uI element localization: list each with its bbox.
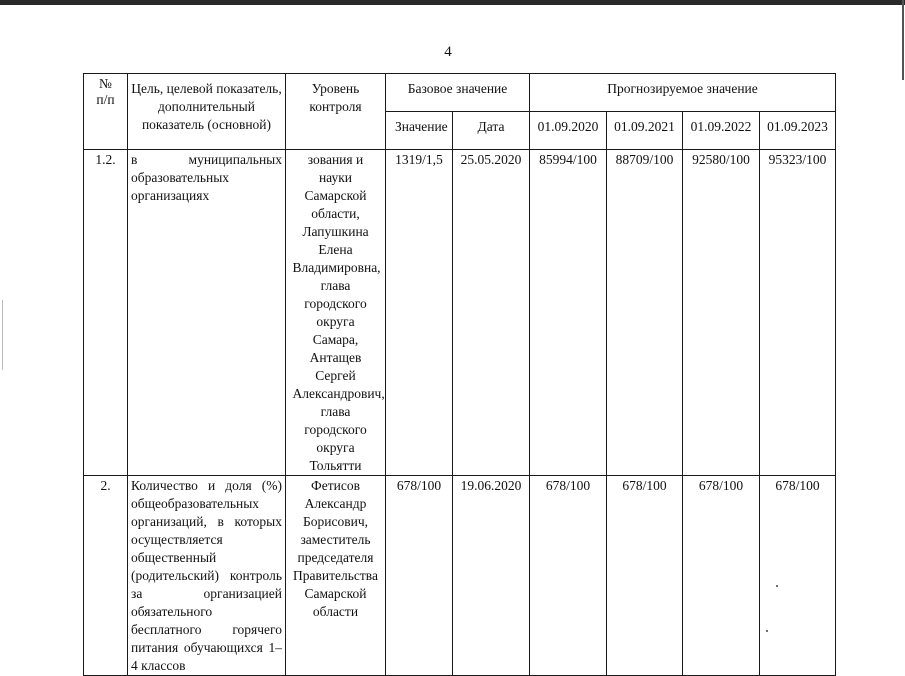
row-forecast-2022: 678/100 xyxy=(683,476,760,676)
page-number: 4 xyxy=(444,44,452,60)
row-base-value: 678/100 xyxy=(386,476,453,676)
row-base-value: 1319/1,5 xyxy=(386,150,453,476)
row-forecast-2023: 95323/100 xyxy=(760,150,836,476)
top-border-line xyxy=(0,0,905,5)
row-forecast-2021: 88709/100 xyxy=(607,150,683,476)
scan-speck xyxy=(766,630,768,632)
indicators-table xyxy=(83,73,836,676)
header-date-2021: 01.09.2021 xyxy=(607,112,683,150)
table-row xyxy=(84,150,836,476)
header-base-date: Дата xyxy=(453,112,530,150)
row-forecast-2020: 678/100 xyxy=(530,476,607,676)
row-base-date: 25.05.2020 xyxy=(453,150,530,476)
header-base-value-label: Значение xyxy=(395,119,448,134)
table-row xyxy=(84,476,836,676)
header-date-2023: 01.09.2023 xyxy=(760,112,836,150)
row-forecast-2021: 678/100 xyxy=(607,476,683,676)
row-forecast-2020: 85994/100 xyxy=(530,150,607,476)
row-forecast-2023: 678/100 xyxy=(760,476,836,676)
row-base-date: 19.06.2020 xyxy=(453,476,530,676)
row-goal: в муниципальных образовательных организациях xyxy=(128,150,286,476)
row-control xyxy=(286,476,386,676)
header-date-2022: 01.09.2022 xyxy=(683,112,760,150)
header-control: Уровень контроля xyxy=(286,74,386,150)
header-number xyxy=(84,74,128,150)
header-base xyxy=(386,74,530,112)
scan-speck xyxy=(776,585,778,587)
left-margin-mark xyxy=(2,300,3,370)
row-number: 1.2. xyxy=(84,150,128,476)
header-number-label: № п/п xyxy=(96,76,115,107)
header-row-1 xyxy=(84,74,836,112)
right-edge-line xyxy=(902,0,904,80)
row-control xyxy=(286,150,386,476)
row-control-text: Фетисов Александр Борисович, заместитель председателя Правительства Самарской области xyxy=(293,478,378,619)
header-date-2020: 01.09.2020 xyxy=(530,112,607,150)
row-control-text: зования и науки Самарской области, Лапушкина Елена Владимировна, глава городского округа Самара, Антащев Сергей Александрович, глава городского округа Тольятти xyxy=(292,152,385,473)
row-number: 2. xyxy=(84,476,128,676)
header-base-label: Базовое значение xyxy=(407,81,508,96)
header-forecast: Прогнозируемое значение xyxy=(530,74,836,112)
header-base-value xyxy=(386,112,453,150)
header-goal: Цель, целевой показатель, дополнительный показатель (основной) xyxy=(128,74,286,150)
row-goal: Количество и доля (%) общеобразовательных организаций, в которых осуществляется общественный (родительский) контроль за организацией обязательного бесплатного горячего питания обучающихся 1–4 классов xyxy=(128,476,286,676)
row-forecast-2022: 92580/100 xyxy=(683,150,760,476)
